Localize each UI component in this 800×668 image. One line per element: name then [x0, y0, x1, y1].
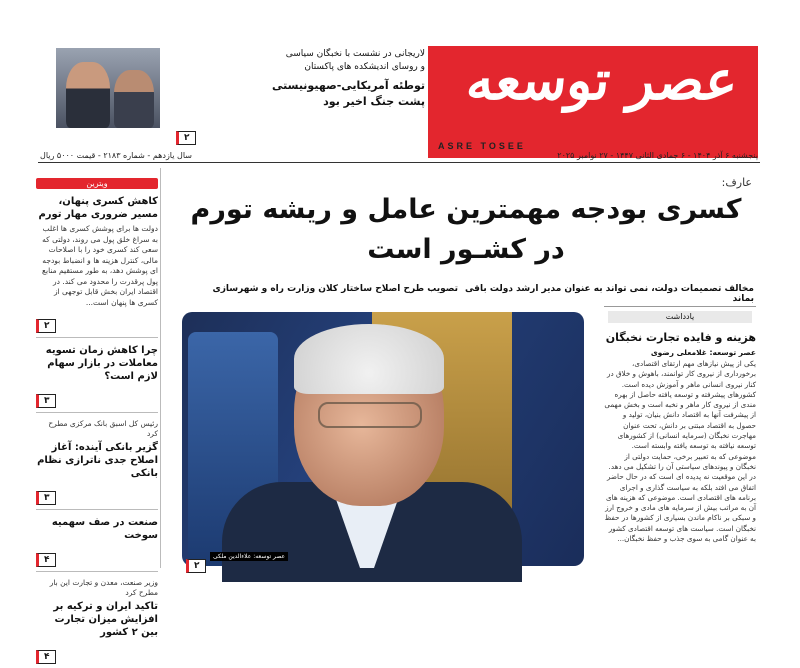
news-page-badge [36, 547, 158, 572]
news-page-badge [36, 388, 158, 413]
news-title: چرا کاهش زمان تسویه معاملات در بازار سهام لازم است؟ [45, 345, 158, 382]
photo-credit: عصر توسعه: علاءالدین ملکی [210, 552, 288, 561]
main-kicker: عارف: [721, 176, 752, 189]
page-number: ۴ [36, 553, 56, 567]
teaser-title-line: پشت جنگ اخیر بود [323, 95, 425, 108]
note-byline: عصر توسعه: غلامعلی رضوی [650, 348, 756, 357]
headline-line: در کشـور است [367, 234, 565, 265]
news-page-badge [36, 644, 158, 668]
news-page-badge [36, 485, 158, 510]
teaser-photo [56, 48, 160, 128]
headline-line: کسری بودجه مهمترین عامل و ریشه تورم [190, 194, 742, 225]
photo-glasses [318, 402, 422, 428]
news-title: گزیر بانکی آینده: آغاز اصلاح جدی ناترازی نظام بانکی [37, 442, 158, 479]
masthead-logo-latin: ASRE TOSEE [438, 141, 526, 151]
teaser-intro [160, 48, 425, 74]
page-number: ۳ [36, 394, 56, 408]
main-page-badge [186, 553, 206, 573]
main-photo [182, 312, 584, 566]
subheadline-left: تصویب طرح اصلاح ساختار کلان وزارت راه و شهرسازی [212, 284, 458, 294]
issue-info: سال یازدهم - شماره ۲۱۸۳ - قیمت ۵۰۰۰ ریال [40, 151, 192, 160]
main-headline [178, 190, 754, 270]
column-divider [160, 168, 161, 568]
news-body: دولت ها برای پوشش کسری ها اغلب به سراغ خلق پول می روند، دولتی که سعی کند کسری خود را با اصلاحات مالی، کنترل هزینه ها و انضباط بودجه ای پوشش دهد، به طور مستقیم منابع پول پرقدرت را محدود می کند. در اقتصاد ایران بخش قابل توجهی از کسری ها پنهان است... [42, 224, 158, 307]
news-title: صنعت در صف سهمیه سوخت [51, 517, 158, 541]
note-body: یکی از پیش نیازهای مهم ارتقای اقتصادی، برخورداری از نیروی کار توانمند، باهوش و خلاق در کنار نیروی انسانی ماهر و آموزش دیده است. کشورهای پیشرفته و توسعه یافته حاصل از بهره مندی از نیروی کار ماهر و نخبه است و بخش مهمی از پیشرفت آنها به اقتصاد دانش بنیان، تولید و حصول به اقتصاد مبتنی بر دانش، تحت عنوان مهاجرت نخبگان (سرمایه انسانی) از کشورهای توسعه نیافته به توسعه یافته وابسته است. موضوعی که به تعبیر برخی، حمایت دولتی از نخبگان و پیوندهای سیاستی آن را تشکیل می دهد. در این موقعیت نه پدیده ای است که در حال حاضر اتفاق می افتد بلکه به سیاست گذاری و اجرای برنامه های اقتصادی است. موضوعی که هزینه های آن به مراتب بیش از سرمایه های مادی و خروج ارز و سبکی بر ناکام ماندن بسیاری از کشورها در حفظ نخبگان است. سیاست های توسعه اقتصادی کشور به عنوان گامی به سوی جذب و حفظ نخبگان... [604, 359, 756, 544]
news-item [36, 419, 158, 510]
teaser-page-badge [176, 125, 196, 145]
news-kicker: رئیس کل اسبق بانک مرکزی مطرح کرد [48, 419, 158, 438]
section-header: یادداشت [608, 311, 752, 323]
section-header: ویترین [36, 178, 158, 189]
page-number: ۲ [186, 559, 206, 573]
news-item [36, 344, 158, 413]
right-column [604, 306, 756, 570]
note-title: هزینه و فایده تجارت نخبگان [605, 331, 756, 344]
teaser-line: و روسای اندیشکده های پاکستان [304, 62, 425, 72]
masthead-logo: عصر توسعه [463, 48, 742, 112]
news-item [36, 195, 158, 338]
photo-hair [294, 324, 444, 394]
news-kicker: وزیر صنعت، معدن و تجارت این بار مطرح کرد [49, 578, 158, 597]
left-column [36, 178, 158, 662]
news-item [36, 578, 158, 668]
page-number: ۳ [36, 491, 56, 505]
subheadline-right: مخالف تصمیمات دولت، نمی تواند به عنوان مدیر ارشد دولت باقی بماند [464, 284, 754, 304]
teaser-title [160, 78, 425, 110]
page-number: ۲ [36, 319, 56, 333]
page-number: ۴ [36, 650, 56, 664]
teaser-title-line: توطئه آمریکایی-صهیونیستی [272, 79, 425, 92]
teaser-line: لاریجانی در نشست با نخبگان سیاسی [285, 49, 425, 59]
masthead-rule [38, 162, 760, 163]
news-title: تاکید ایران و ترکیه بر افزایش میزان تجارت بین ۲ کشور [53, 601, 158, 638]
news-item [36, 516, 158, 572]
dateline: پنجشنبه ۶ آذر ۱۴۰۴ - ۶ جمادی الثانی ۱۴۴۷ - ۲۷ نوامبر ۲۰۲۵ [557, 151, 758, 160]
page-number: ۲ [176, 131, 196, 145]
news-page-badge [36, 313, 158, 338]
news-title: کاهش کسری پنهان، مسیر ضروری مهار تورم [38, 196, 158, 220]
